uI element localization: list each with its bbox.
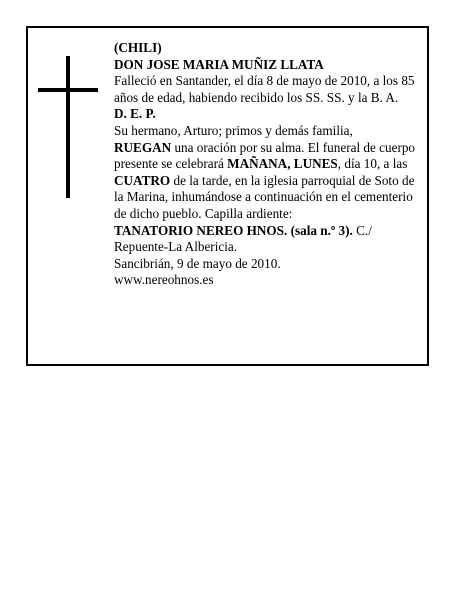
rip-text: D. E. P.	[114, 106, 156, 122]
request-text-3: de la tarde, en la iglesia parroquial de Soto de la Marina, inhumándose a continuación en el cementerio de dicho pueblo. Capilla ardiente:	[114, 172, 415, 221]
chapel-paragraph	[114, 223, 424, 256]
funeral-paragraph	[114, 140, 424, 223]
obituary-notice	[26, 26, 429, 366]
deceased-name: DON JOSE MARIA MUÑIZ LLATA	[114, 56, 324, 72]
funeral-hour: CUATRO	[114, 172, 171, 188]
family-line: Su hermano, Arturo; primos y demás familia,	[114, 122, 353, 138]
chapel-name: TANATORIO NEREO HNOS. (sala n.º 3).	[114, 222, 353, 238]
funeral-day: MAÑANA, LUNES	[227, 156, 338, 172]
obituary-text	[114, 40, 424, 289]
website-text: www.nereohnos.es	[114, 272, 214, 288]
place-date: Sancibrián, 9 de mayo de 2010.	[114, 255, 281, 271]
latin-cross-icon	[38, 56, 98, 198]
death-details: Falleció en Santander, el día 8 de mayo de 2010, a los 85 años de edad, habiendo recibido los SS. SS. y la B. A.	[114, 73, 415, 105]
request-text-1: una oración por su alma. El funeral de cuerpo presente se celebrará	[114, 139, 416, 172]
request-text-2: , día 10, a las	[337, 156, 408, 172]
deceased-nickname: (CHILI)	[114, 40, 162, 55]
cross-vertical-bar	[66, 56, 70, 198]
cross-horizontal-bar	[38, 88, 98, 92]
request-verb: RUEGAN	[114, 139, 172, 155]
chapel-address: C./ Repuente-La Albericia.	[114, 222, 372, 255]
